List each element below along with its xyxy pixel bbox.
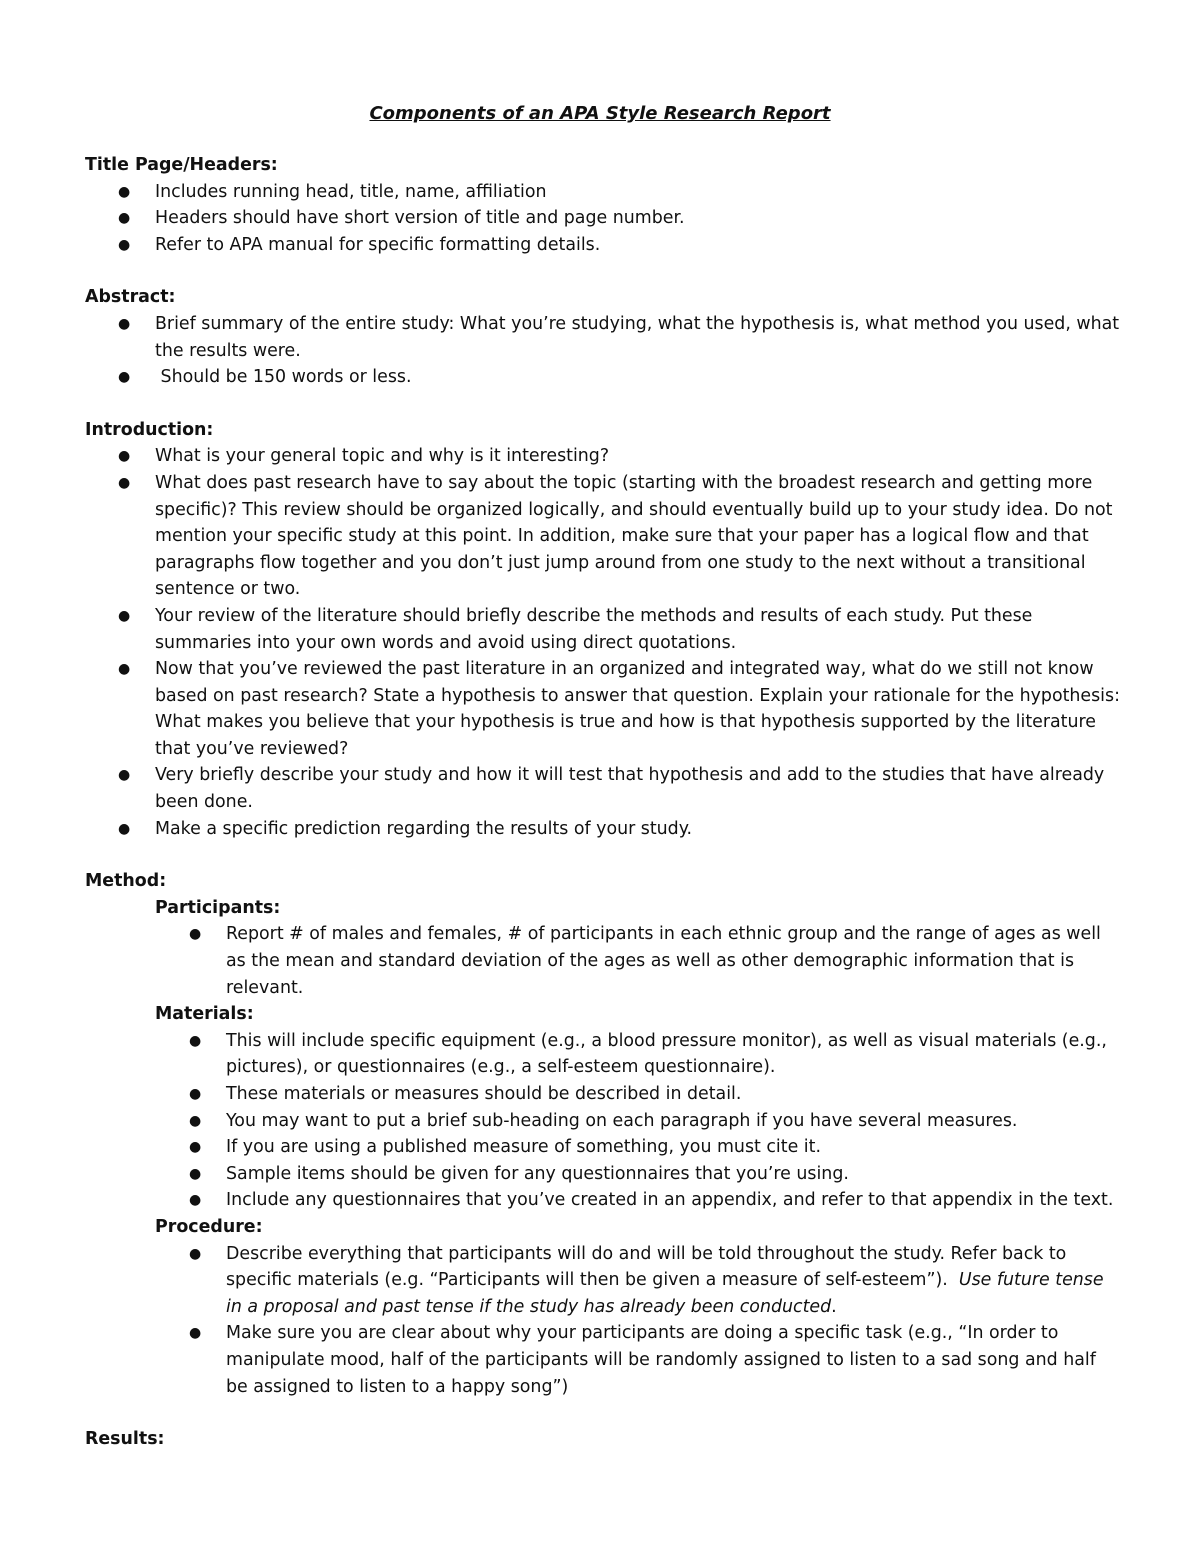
list-item-text: Includes running head, title, name, affiliation: [155, 181, 547, 202]
list-item: [85, 232, 1120, 259]
bullet-icon: ●: [118, 369, 131, 386]
document-body: [85, 152, 1120, 1479]
bullet-icon: ●: [118, 448, 131, 465]
section-heading: Title Page/Headers:: [85, 155, 278, 175]
list-item: [85, 656, 1120, 762]
bullet-icon: ●: [118, 767, 131, 784]
list-item-text-end: .: [831, 1296, 837, 1317]
list-item-text: Make sure you are clear about why your participants are doing a specific task (e.g., “In order to manipulate mood, half of the participants will be randomly assigned to listen to a sad song and half be assigned to listen to a happy song”): [226, 1323, 1096, 1397]
bullet-icon: ●: [118, 474, 131, 491]
list-item: [85, 364, 1120, 391]
list-item: [85, 470, 1120, 603]
list-item: [85, 921, 1120, 1001]
list-item: [85, 1108, 1120, 1135]
bullet-icon: ●: [189, 1139, 202, 1156]
list-item-text: Report # of males and females, # of participants in each ethnic group and the range of ages as well as the mean and standard deviation of the ages as well as other demographic information that is relevant.: [226, 924, 1101, 998]
list-item-text-italic: Use future tense in a proposal and past tense if the study has already been conducted: [226, 1270, 1110, 1317]
bullet-icon: ●: [118, 820, 131, 837]
section-method: [85, 868, 1120, 1400]
list-item: [85, 311, 1120, 364]
list-item: [85, 1187, 1120, 1214]
list-item-text: These materials or measures should be described in detail.: [226, 1084, 742, 1104]
bullet-icon: ●: [189, 1086, 202, 1102]
list-item-text: Sample items should be given for any questionnaires that you’re using.: [226, 1163, 849, 1184]
list-item: [85, 1134, 1120, 1161]
list-item: [85, 205, 1120, 232]
bullet-icon: ●: [189, 1245, 202, 1262]
list-item-text: Include any questionnaires that you’ve created in an appendix, and refer to that appendix in the text.: [226, 1190, 1114, 1211]
list-item-text: What does past research have to say about the topic (starting with the broadest research and getting more specific)? This review should be organized logically, and should eventually build up to your study idea. Do not mention your specific study at this point. In addition, make sure that your paper has a logical flow and that paragraphs flow together and you don’t just jump around from one study to the next without a transitional sentence or two.: [155, 472, 1113, 600]
list-item: [85, 1241, 1120, 1321]
section-heading: Results:: [85, 1429, 165, 1450]
document-title: Components of an APA Style Research Report: [369, 103, 831, 124]
list-item-text: Refer to APA manual for specific formatting details.: [155, 234, 601, 255]
list-item: [85, 1320, 1120, 1400]
bullet-icon: ●: [189, 1165, 202, 1182]
section-title-page: [85, 152, 1120, 258]
list-item: [85, 762, 1120, 815]
list-item: [85, 1081, 1120, 1108]
section-heading: Introduction:: [85, 419, 214, 440]
list-item: [85, 816, 1120, 843]
list-item-text-plain: Describe everything that participants will do and will be told throughout the study. Refer back to specific materials (e.g. “Participants will then be given a measure of self-esteem”).: [226, 1243, 1072, 1291]
list-item: [85, 443, 1120, 470]
list-item: [85, 1028, 1120, 1081]
section-heading: Method:: [85, 871, 167, 892]
list-item-text: This will include specific equipment (e.g., a blood pressure monitor), as well as visual materials (e.g., pictures), or questionnaires (e.g., a self-esteem questionnaire).: [226, 1030, 1107, 1078]
section-heading: Abstract:: [85, 287, 176, 308]
bullet-icon: ●: [118, 315, 131, 332]
list-item-text: Headers should have short version of title and page number.: [155, 208, 685, 229]
bullet-list: [85, 1241, 1120, 1401]
list-item-text: If you are using a published measure of something, you must cite it.: [226, 1137, 821, 1158]
bullet-icon: ●: [118, 607, 131, 624]
section-introduction: [85, 417, 1120, 843]
section-results: [85, 1426, 1120, 1453]
section-abstract: [85, 284, 1120, 390]
list-item-text: What is your general topic and why is it interesting?: [155, 446, 610, 467]
list-item-text: Very briefly describe your study and how it will test that hypothesis and add to the studies that have already been done.: [155, 765, 1105, 813]
list-item-text: [226, 1244, 1109, 1317]
list-item-text: Brief summary of the entire study: What you’re studying, what the hypothesis is, what method you used, what the results were.: [155, 313, 1120, 361]
bullet-icon: ●: [118, 210, 131, 227]
subsection-heading-materials: Materials:: [155, 1004, 254, 1025]
bullet-icon: ●: [118, 661, 131, 678]
bullet-icon: ●: [189, 1032, 202, 1049]
bullet-list: [85, 311, 1120, 391]
list-item-text: Make a specific prediction regarding the results of your study.: [155, 818, 693, 839]
bullet-icon: ●: [189, 1325, 202, 1342]
list-item: [85, 179, 1120, 206]
bullet-list: [85, 443, 1120, 842]
list-item-text: You may want to put a brief sub-heading on each paragraph if you have several measures.: [226, 1110, 1018, 1131]
list-item-text: Should be 150 words or less.: [155, 367, 412, 388]
bullet-list: [85, 179, 1120, 259]
list-item: [85, 1161, 1120, 1188]
bullet-list: [85, 1028, 1120, 1214]
list-item: [85, 603, 1120, 656]
bullet-icon: ●: [189, 1192, 202, 1209]
bullet-icon: ●: [189, 926, 202, 943]
bullet-list: [85, 921, 1120, 1001]
list-item-text: Your review of the literature should briefly describe the methods and results of each study. Put these summaries into your own words and avoid using direct quotations.: [155, 605, 1033, 653]
subsection-heading-participants: Participants:: [155, 897, 281, 918]
bullet-icon: ●: [189, 1112, 202, 1129]
subsection-heading-procedure: Procedure:: [155, 1216, 263, 1237]
bullet-icon: ●: [118, 236, 131, 253]
bullet-icon: ●: [118, 183, 131, 200]
list-item-text: Now that you’ve reviewed the past literature in an organized and integrated way, what do we still not know based on past research? State a hypothesis to answer that question. Explain your rationale for the hypothesis: What makes you believe that your hypothesis is true and how is that hypothesis supported by the literature that you’ve reviewed?: [155, 659, 1120, 759]
